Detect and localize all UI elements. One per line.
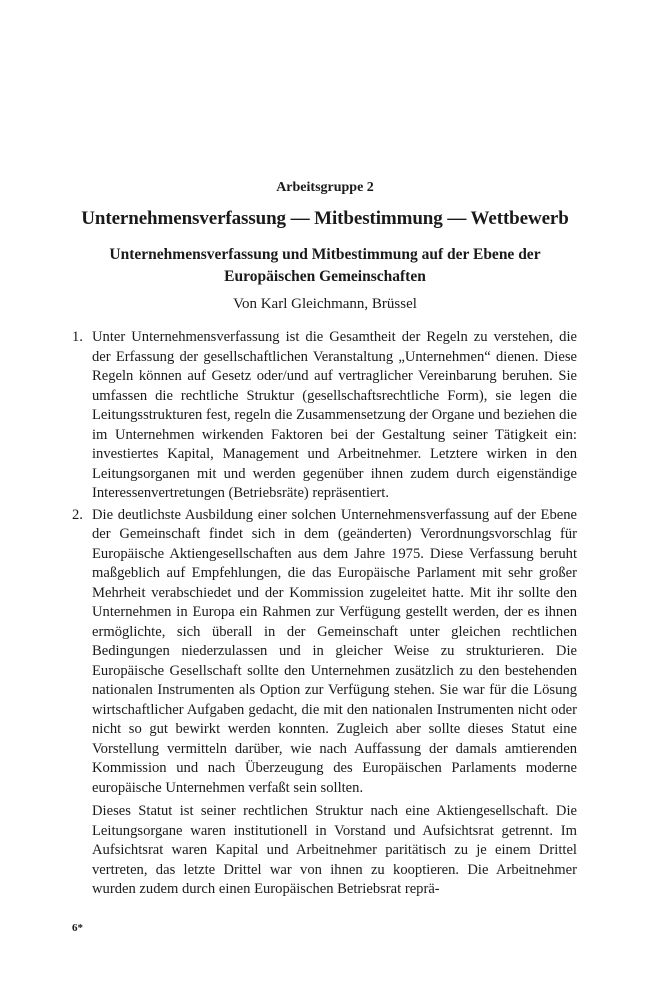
numbered-paragraph-1	[72, 328, 577, 504]
paragraph-text: Die deutlichste Ausbildung einer solchen Unternehmensverfassung auf der Ebene der Gemeinschaft findet sich in dem (geänderten) Verordnungsvorschlag für Europäische Aktiengesellschaften aus dem Jahre 1975. Diese Verfassung beruht maßgeblich auf Empfehlungen, die das Europäische Parlament mit sehr großer Mehrheit verabschiedet und der Kommission zugeleitet hatte. Mit ihr sollte den Unternehmen in Europa ein Rahmen zur Verfügung gestellt werden, der es ihnen ermöglichte, sich überall in der Gemeinschaft unter gleichen rechtlichen Bedingungen niederzulassen und in gleicher Weise zu strukturieren. Die Europäische Gesellschaft sollte den Unternehmen zusätzlich zu den bestehenden nationalen Instrumenten als Option zur Verfügung stehen. Sie war für die Lösung wirtschaftlicher Aufgaben gedacht, die mit den nationalen Instrumenten nicht oder nicht so gut bewirkt werden konnten. Zugleich aber sollte dieses Statut eine Vorstellung vermitteln darüber, wie nach Auffassung der damals amtierenden Kommission und nach Überzeugung des Europäischen Parlaments moderne europäische Unternehmen verfaßt sein sollten.	[92, 506, 577, 796]
continuation-paragraph	[72, 802, 577, 900]
article-body	[72, 328, 577, 900]
numbered-paragraph-2	[72, 506, 577, 799]
paragraph-number: 2.	[72, 506, 83, 523]
paragraph-text: Dieses Statut ist seiner rechtlichen Struktur nach eine Aktiengesellschaft. Die Leitungsorgane waren institutionell in Vorstand und Aufsichtsrat getrennt. Im Aufsichtsrat waren Kapital und Arbeitnehmer paritätisch zu je einem Drittel vertreten, das letzte Drittel war von ihnen zu kooptieren. Die Arbeitnehmer wurden zudem durch einen Europäischen Betriebsrat reprä-	[92, 803, 577, 897]
author-line: Von Karl Gleichmann, Brüssel	[233, 296, 417, 312]
article-subtitle: Unternehmensverfassung und Mitbestimmung auf der Ebene der Europäischen Gemeinschaften	[109, 246, 541, 285]
page-title: Unternehmensverfassung — Mitbestimmung — Wettbewerb	[81, 208, 569, 229]
paragraph-text: Unter Unternehmensverfassung ist die Gesamtheit der Regeln zu verstehen, die der Erfassung der gesellschaftlichen Veranstaltung „Unternehmen“ dienen. Diese Regeln können auf Gesetz oder/und auf vertraglicher Vereinbarung beruhen. Sie umfassen die rechtliche Struktur (gesellschaftsrechtliche Form), sie legen die Leitungsstrukturen fest, regeln die Zusammensetzung der Organe und beziehen die im Unternehmen wirkenden Faktoren bei der Gestaltung seiner Tätigkeit ein: investiertes Kapital, Management und Arbeitnehmer. Letztere wirken in den Leitungsorganen mit und werden gegenüber ihnen zudem durch eigenständige Interessenvertretungen (Betriebsräte) repräsentiert.	[92, 329, 577, 501]
page-folio: 6*	[72, 922, 83, 934]
working-group-label: Arbeitsgruppe 2	[276, 180, 374, 195]
paragraph-number: 1.	[72, 329, 83, 345]
